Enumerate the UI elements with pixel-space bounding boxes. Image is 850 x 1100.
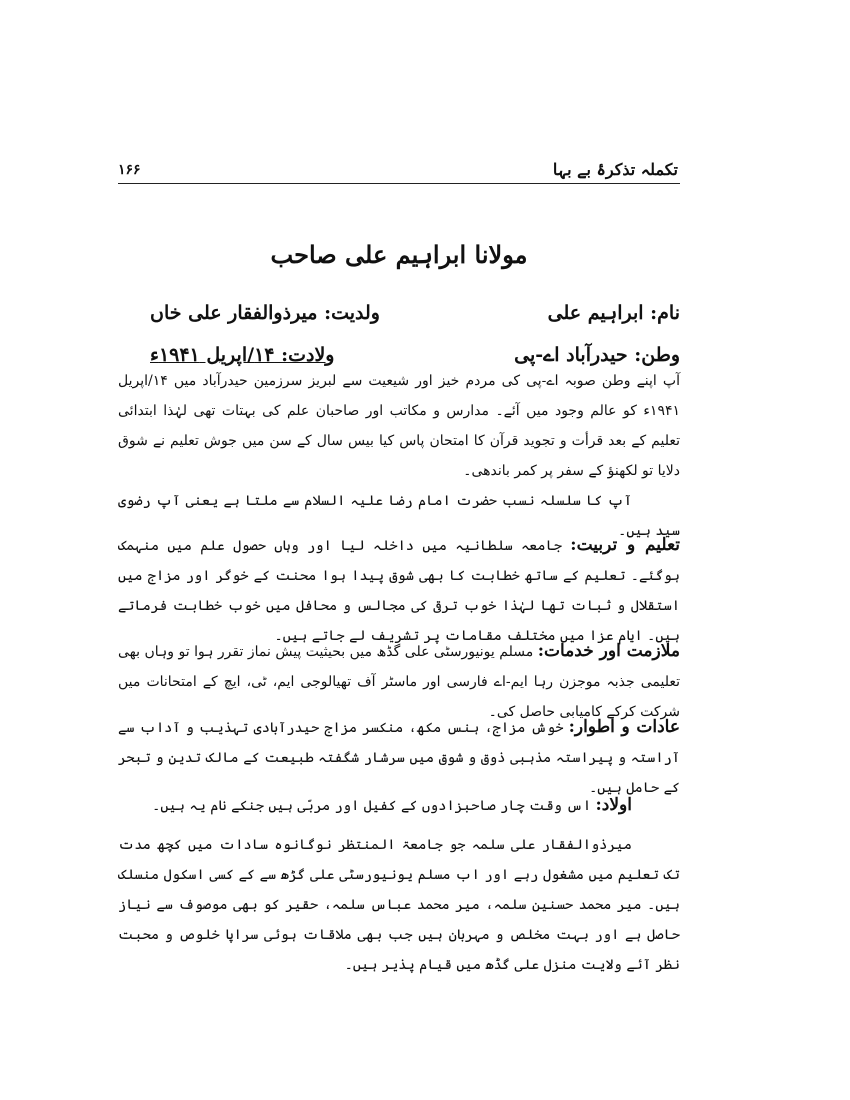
paragraph-text: آپ اپنے وطن صوبہ اے-پی کی مردم خیز اور شیعیت سے لبریز سرزمین حیدرآباد میں ۱۴/اپریل ۱۹۴۱ء کو عالم وجود میں آئے۔ مدارس و مکاتب اور صاحبان علم کی بہتات تھی لہٰذا ابتدائی تعلیم کے بعد قرأت و تجوید قرآن کا امتحان پاس کیا بیس سال کے سن میں جوش تعلیم نے شوق دلایا تو لکھنؤ کے سفر پر کمر باندھی۔ <box>118 373 680 479</box>
paragraph-education <box>118 530 680 651</box>
homeland-field: وطن: حیدرآباد اے-پی <box>514 344 680 366</box>
section-heading: اولاد: <box>595 795 632 815</box>
paragraph-intro <box>118 366 680 486</box>
paragraph-children <box>118 790 680 821</box>
page-number: ۱۶۶ <box>118 162 141 178</box>
paragraph-sons <box>118 830 680 980</box>
section-heading: ملازمت اور خدمات: <box>537 641 681 661</box>
name-field: نام: ابراہیم علی <box>547 302 680 324</box>
header-rule <box>118 183 680 184</box>
paragraph-text: اس وقت چار صاحبزادوں کے کفیل اور مربّی ہیں جنکے نام یہ ہیں۔ <box>152 798 592 814</box>
paragraph-text: میرذوالفقار علی سلمہ جو جامعۃ المنتظر نوگانوہ سادات میں کچھ مدت تک تعلیم میں مشغول رہے اور اب مسلم یونیورسٹی علی گڑھ سے کے کسی اسکول منسلک ہیں۔ میر محمد حسنین سلمہ، میر محمد عباس سلمہ، حقیر کو بھی موصوف سے نیاز حاصل ہے اور بہت مخلص و مہربان ہیں جب بھی ملاقات ہوئی سراپا خلوص و محبت نظر آئے ولایت منزل علی گڈھ میں قیام پذیر ہیں۔ <box>118 837 680 973</box>
paragraph-text: جامعہ سلطانیہ میں داخلہ لیا اور وہاں حصول علم میں منہمک ہوگئے۔ تعلیم کے ساتھ خطابت کا بھی شوق پیدا ہوا محنت کے خوگر اور مزاج میں استقلال و ثبات تھا لہٰذا خوب ترقی کی مجالس و محافل میں خوب خطابت فرماتے ہیں۔ ایام عزا میں مختلف مقامات پر تشریف لے جاتے ہیں۔ <box>118 538 680 644</box>
chapter-title: مولانا ابراہیم علی صاحب <box>270 240 528 269</box>
running-title: تکملہ تذکرۂ بے بہا <box>552 160 678 179</box>
parentage-field: ولدیت: میرذوالفقار علی خاں <box>150 302 380 324</box>
paragraph-text: خوش مزاج، ہنس مکھ، منکسر مزاج حیدرآبادی تہذیب و آداب سے آراستہ و پیراستہ مذہبی ذوق و شوق میں سرشار شگفتہ طبیعت کے مالک تدین و تبحر کے حامل ہیں۔ <box>118 720 680 796</box>
section-heading: عادات و اطوار: <box>568 717 680 737</box>
running-header <box>118 160 678 182</box>
birth-field: ولادت: ۱۴/اپریل ۱۹۴۱ء <box>150 344 335 366</box>
paragraph-text: آپ کا سلسلہ نسب حضرت امام رضا علیہ السلام سے ملتا ہے یعنی آپ رضوی سید ہیں۔ <box>118 493 680 539</box>
paragraph-text: مسلم یونیورسٹی علی گڈھ میں بحیثیت پیش نماز تقرر ہوا تو وہاں بھی تعلیمی جذبہ موجزن رہا ایم-اے فارسی اور ماسٹر آف تھیالوجی ایم، ٹی، ایچ کے امتحانات میں شرکت کرکے کامیابی حاصل کی۔ <box>118 644 680 720</box>
info-row-name <box>150 302 680 334</box>
section-heading: تعلیم و تربیت: <box>570 535 680 555</box>
